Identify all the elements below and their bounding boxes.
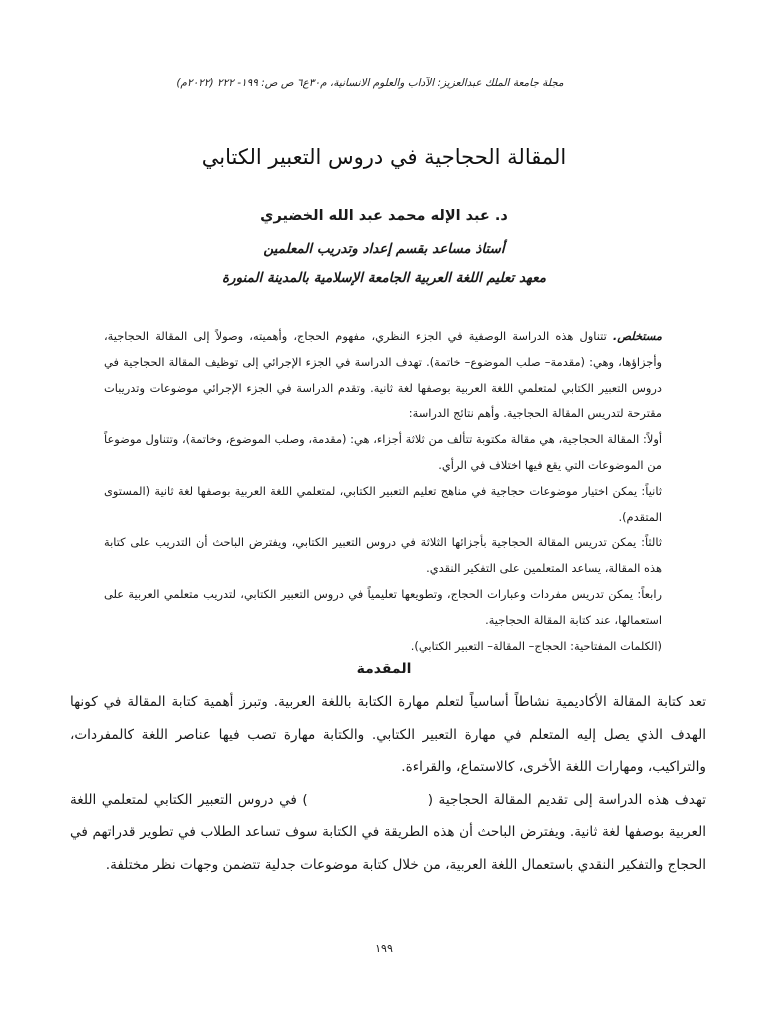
running-head: مجلة جامعة الملك عبدالعزيز: الآداب والعلوم الانسانية، م٣٠ع٦ ص ص: ١٩٩- ٢٢٢ (٢٠٢٢م) <box>176 77 564 89</box>
author-position: أستاذ مساعد بقسم إعداد وتدريب المعلمين <box>263 241 505 257</box>
author-name: د. عبد الإله محمد عبد الله الخضيري <box>260 208 508 224</box>
abstract-intro <box>104 324 662 427</box>
page-number: ١٩٩ <box>375 942 393 955</box>
body-paragraph <box>70 784 706 882</box>
abstract-keywords: (الكلمات المفتاحية: الحجاج– المقالة– التعبير الكتابي). <box>410 638 662 653</box>
section-heading: المقدمة <box>356 661 412 677</box>
body-paragraph-start: تهدف هذه الدراسة إلى تقديم المقالة الحجاجية ( <box>427 791 706 808</box>
abstract-intro-text: تتناول هذه الدراسة الوصفية في الجزء النظري، مفهوم الحجاج، وأهميته، وصولاً إلى المقالة الحجاجية، وأجزاؤها، وهي: (مقدمة– صلب الموضوع– خاتمة). تهدف الدراسة في الجزء الإجرائي إلى توظيف المقالة الحجاجية في دروس التعبير الكتابي لمتعلمي اللغة العربية بوصفها لغة ثانية. وتقدم الدراسة في الجزء الإجرائي موضوعات وتدريبات مقترحة لتدريس المقالة الحجاجية. وأهم نتائج الدراسة: <box>104 329 662 421</box>
abstract-result: ثالثاً: يمكن تدريس المقالة الحجاجية بأجزائها الثلاثة في دروس التعبير الكتابي، ويفترض الباحث أن التدريب على كتابة هذه المقالة، يساعد المتعلمين على التفكير النقدي. <box>104 535 662 576</box>
abstract <box>104 324 662 659</box>
author-institute: معهد تعليم اللغة العربية الجامعة الإسلامية بالمدينة المنورة <box>221 270 546 286</box>
body-paragraph: تعد كتابة المقالة الأكاديمية نشاطاً أساسياً لتعلم مهارة الكتابة باللغة العربية. وتبرز أهمية كتابة المقالة في كونها الهدف الذي يصل إليه المتعلم في مهارة التعبير الكتابي. والكتابة مهارة تصب فيها عناصر اللغة كالمفردات، والتراكيب، ومهارات اللغة الأخرى، كالاستماع، والقراءة. <box>70 694 706 775</box>
body-paragraph-end: ) في دروس التعبير الكتابي لمتعلمي اللغة العربية بوصفها لغة ثانية. ويفترض الباحث أن هذه الطريقة في الكتابة سوف تساعد الطلاب في تطوير قدراتهم في الحجاج والتفكير النقدي باستعمال اللغة العربية، من خلال كتابة موضوعات جدلية تتضمن وجهات نظر مختلفة. <box>70 791 706 873</box>
abstract-label: مستخلص. <box>612 329 662 343</box>
body-text <box>70 686 706 881</box>
abstract-result: رابعاً: يمكن تدريس مفردات وعبارات الحجاج، وتطويعها تعليمياً في دروس التعبير الكتابي، لتدريب متعلمي العربية على استعمالها، عند كتابة المقالة الحجاجية. <box>104 586 662 627</box>
article-title: المقالة الحجاجية في دروس التعبير الكتابي <box>201 145 567 169</box>
abstract-result: ثانياً: يمكن اختيار موضوعات حجاجية في مناهج تعليم التعبير الكتابي، لمتعلمي اللغة العربية بوصفها لغة ثانية (المستوى المتقدم). <box>104 483 662 524</box>
abstract-result: أولاً: المقالة الحجاجية، هي مقالة مكتوبة تتألف من ثلاثة أجزاء، هي: (مقدمة، وصلب الموضوع، وخاتمة)، وتتناول موضوعاً من الموضوعات التي يقع فيها اختلاف في الرأي. <box>104 432 662 472</box>
